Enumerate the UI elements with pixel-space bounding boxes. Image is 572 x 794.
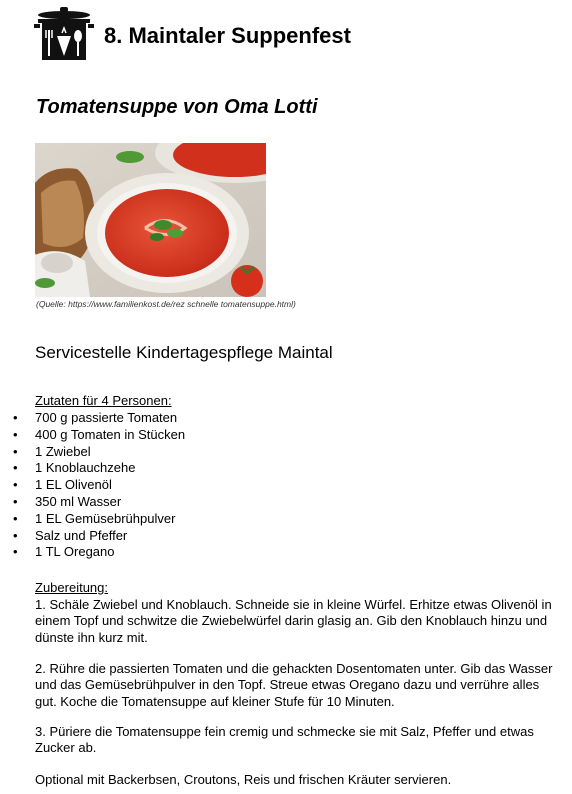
bullet-icon: • — [13, 443, 18, 459]
image-source-caption: (Quelle: https://www.familienkost.de/rez schnelle tomatensuppe.html) — [36, 299, 296, 309]
soup-photo-illustration — [35, 143, 266, 297]
list-item: • 1 EL Gemüsebrühpulver — [13, 510, 176, 526]
bullet-icon: • — [13, 493, 18, 509]
soup-photo — [35, 143, 266, 297]
bullet-icon: • — [13, 544, 18, 560]
bullet-icon: • — [13, 527, 18, 543]
list-item: • 1 Zwiebel — [13, 443, 91, 459]
recipe-title: Tomatensuppe von Oma Lotti — [36, 96, 318, 118]
bullet-icon: • — [13, 477, 18, 493]
list-item: • 400 g Tomaten in Stücken — [13, 426, 186, 442]
cooking-pot-icon — [34, 6, 94, 62]
bullet-icon: • — [13, 426, 18, 442]
list-item: • 1 TL Oregano — [13, 544, 115, 560]
list-item: • 700 g passierte Tomaten — [13, 410, 178, 425]
bullet-icon: • — [13, 460, 18, 476]
page-header — [34, 6, 351, 62]
bullet-icon: • — [13, 510, 18, 526]
list-item: • 1 EL Olivenöl — [13, 477, 112, 493]
preparation-step-3: 3. Püriere die Tomatensuppe fein cremig und schmecke sie mit Salz, Pfeffer und etwas Zucker ab. — [35, 724, 534, 756]
list-item: • 1 Knoblauchzehe — [13, 460, 136, 476]
preparation-step-1: 1. Schäle Zwiebel und Knoblauch. Schneide sie in kleine Würfel. Erhitze etwas Olivenöl in einem Topf und schwitze die Zwiebelwürfel darin glasig an. Gib den Knoblauch hinzu und dünste ihn kurz mit. — [35, 597, 552, 645]
bullet-icon: • — [13, 410, 18, 425]
list-item: • 350 ml Wasser — [13, 493, 122, 509]
list-item: • Salz und Pfeffer — [13, 527, 128, 543]
preparation-step-2: 2. Rühre die passierten Tomaten und die gehackten Dosentomaten unter. Gib das Wasser und das Gemüsebrühpulver in den Topf. Streue etwas Oregano dazu und verrühre alles gut. Koche die Tomatensuppe auf kleiner Stufe für 10 Minuten. — [35, 661, 553, 709]
event-title: 8. Maintaler Suppenfest — [104, 23, 351, 48]
preparation-heading: Zubereitung: — [35, 580, 108, 595]
organization-name: Servicestelle Kindertagespflege Maintal — [35, 343, 333, 362]
ingredients-heading: Zutaten für 4 Personen: — [35, 393, 172, 408]
serving-note: Optional mit Backerbsen, Croutons, Reis und frischen Kräuter servieren. — [35, 772, 452, 787]
ingredients-list — [13, 410, 186, 561]
